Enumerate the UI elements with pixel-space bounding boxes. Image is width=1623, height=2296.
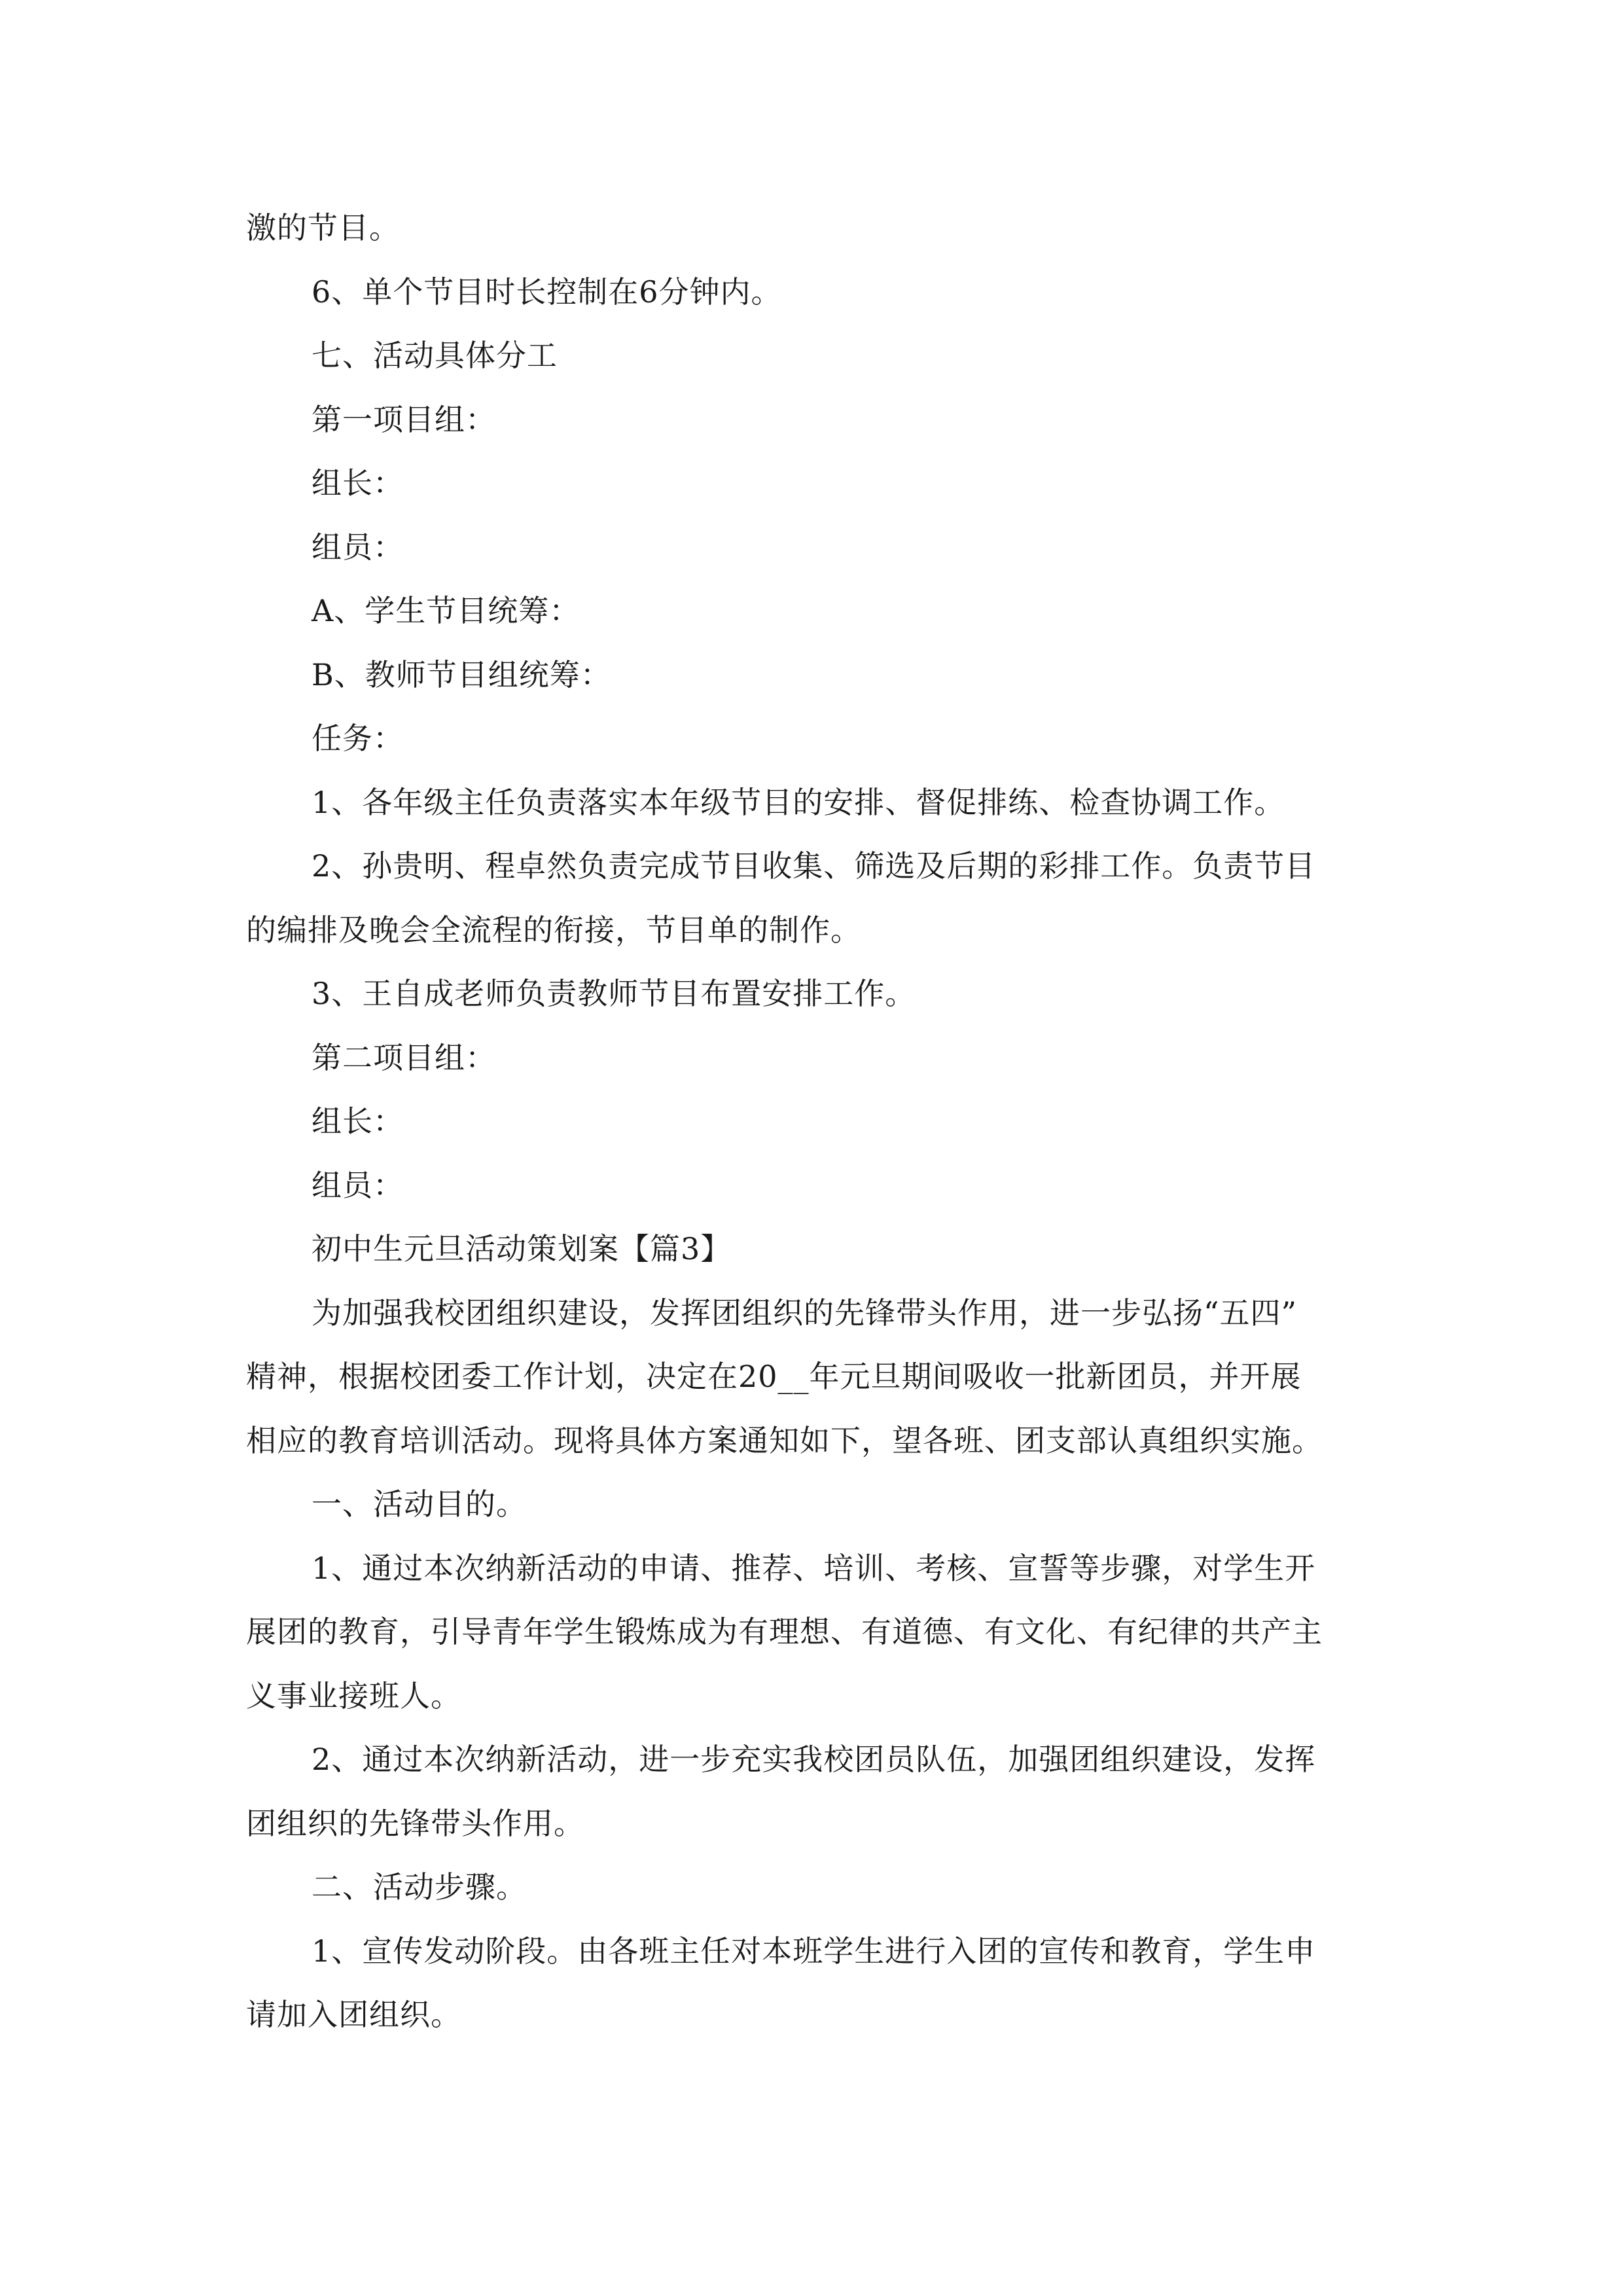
text-line: 团组织的先锋带头作用。: [246, 1805, 584, 1841]
group-heading: 第一项目组：: [312, 401, 496, 437]
text-line: 义事业接班人。: [246, 1677, 461, 1713]
text-line: 3、王自成老师负责教师节目布置安排工作。: [312, 976, 916, 1011]
text-line: 组员：: [312, 1167, 404, 1203]
text-line: 组员：: [312, 529, 404, 565]
text-line: 请加入团组织。: [246, 1997, 461, 2032]
text-line: 为加强我校团组织建设，发挥团组织的先锋带头作用，进一步弘扬“五四”: [312, 1295, 1298, 1331]
group-heading: 第二项目组：: [312, 1039, 496, 1075]
document-body: [246, 196, 1378, 2047]
text-line: 1、各年级主任负责落实本年级节目的安排、督促排练、检查协调工作。: [312, 784, 1285, 820]
text-line: 任务：: [312, 721, 404, 756]
text-line: 相应的教育培训活动。现将具体方案通知如下，望各班、团支部认真组织实施。: [246, 1422, 1323, 1458]
text-line: 的编排及晚会全流程的衔接，节目单的制作。: [246, 912, 861, 948]
text-line: 2、孙贵明、程卓然负责完成节目收集、筛选及后期的彩排工作。负责节目: [312, 848, 1316, 884]
text-line: 精神，根据校团委工作计划，决定在20__年元旦期间吸收一批新团员，并开展: [246, 1359, 1302, 1394]
section-heading: 七、活动具体分工: [312, 338, 558, 373]
article-title: 初中生元旦活动策划案【篇3】: [312, 1231, 732, 1266]
section-heading: 二、活动步骤。: [312, 1869, 527, 1905]
text-line: 6、单个节目时长控制在6分钟内。: [312, 274, 782, 310]
text-line: 1、通过本次纳新活动的申请、推荐、培训、考核、宣誓等步骤，对学生开: [312, 1550, 1316, 1586]
text-line: B、教师节目组统筹：: [312, 656, 611, 692]
text-line: 激的节目。: [246, 210, 400, 245]
text-line: 组长：: [312, 465, 404, 501]
text-line: 2、通过本次纳新活动，进一步充实我校团员队伍，加强团组织建设，发挥: [312, 1742, 1316, 1777]
text-line: 展团的教育，引导青年学生锻炼成为有理想、有道德、有文化、有纪律的共产主: [246, 1614, 1323, 1649]
text-line: 1、宣传发动阶段。由各班主任对本班学生进行入团的宣传和教育，学生申: [312, 1933, 1316, 1969]
text-line: 组长：: [312, 1103, 404, 1139]
text-line: A、学生节目统筹：: [312, 593, 580, 628]
section-heading: 一、活动目的。: [312, 1486, 527, 1522]
